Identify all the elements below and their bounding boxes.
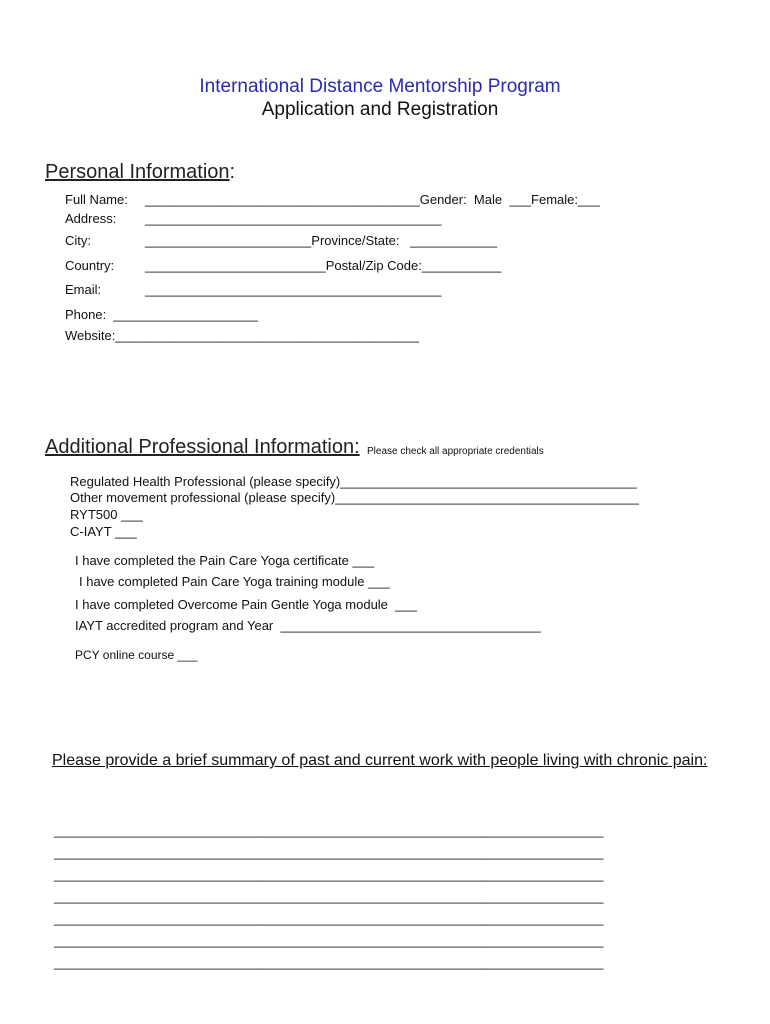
form-subtitle: Application and Registration xyxy=(261,99,499,120)
ryt500-checkbox[interactable]: RYT500 ___ xyxy=(70,507,143,522)
professional-info-heading: Additional Professional Information: xyxy=(45,436,360,458)
form-title: International Distance Mentorship Program xyxy=(199,76,561,97)
summary-line[interactable]: ____________________________________________________________________________ xyxy=(54,911,604,926)
country-field[interactable]: _________________________Postal/Zip Code:___________ xyxy=(145,258,502,273)
other-movement-field[interactable]: Other movement professional (please specify)__________________________________________ xyxy=(70,490,639,505)
summary-line[interactable]: ____________________________________________________________________________ xyxy=(54,955,604,970)
pain-care-certificate-check[interactable]: I have completed the Pain Care Yoga certificate ___ xyxy=(75,553,375,568)
address-field[interactable]: _________________________________________ xyxy=(145,211,442,226)
pain-care-module-check[interactable]: I have completed Pain Care Yoga training module ___ xyxy=(79,574,390,589)
summary-line[interactable]: ____________________________________________________________________________ xyxy=(54,867,604,882)
overcome-pain-module-check[interactable]: I have completed Overcome Pain Gentle Yoga module ___ xyxy=(75,597,417,612)
full-name-field[interactable]: ______________________________________Gender: Male ___Female:___ xyxy=(145,192,600,207)
pcy-online-course-check[interactable]: PCY online course ___ xyxy=(75,648,198,662)
regulated-health-field[interactable]: Regulated Health Professional (please specify)_________________________________________ xyxy=(70,474,637,489)
full-name-label: Full Name: xyxy=(65,192,128,207)
summary-line[interactable]: ____________________________________________________________________________ xyxy=(54,889,604,904)
city-label: City: xyxy=(65,233,91,248)
address-label: Address: xyxy=(65,211,117,226)
summary-line[interactable]: ____________________________________________________________________________ xyxy=(54,823,604,838)
city-field[interactable]: _______________________Province/State: ____________ xyxy=(145,233,498,248)
c-iayt-checkbox[interactable]: C-IAYT ___ xyxy=(70,524,137,539)
iayt-program-field[interactable]: IAYT accredited program and Year ____________________________________ xyxy=(75,618,541,633)
summary-line[interactable]: ____________________________________________________________________________ xyxy=(54,933,604,948)
phone-field[interactable]: Phone: ____________________ xyxy=(65,307,259,322)
email-field[interactable]: _________________________________________ xyxy=(145,282,442,297)
website-field[interactable]: Website:__________________________________________ xyxy=(65,328,419,343)
summary-line[interactable]: ____________________________________________________________________________ xyxy=(54,845,604,860)
country-label: Country: xyxy=(65,258,115,273)
personal-info-heading: Personal Information: xyxy=(45,161,236,183)
email-label: Email: xyxy=(65,282,102,297)
summary-question: Please provide a brief summary of past and current work with people living with chronic pain: xyxy=(52,752,708,769)
credentials-note: Please check all appropriate credentials xyxy=(367,446,544,457)
